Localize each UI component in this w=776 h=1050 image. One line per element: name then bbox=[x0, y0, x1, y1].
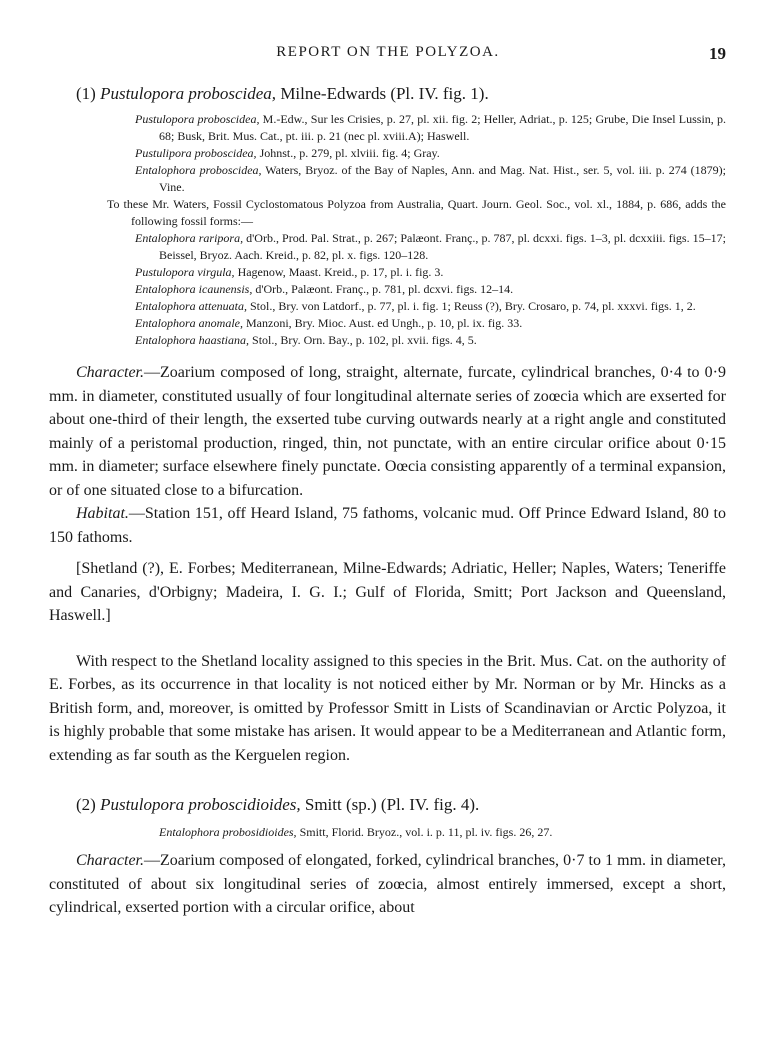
synonym-reference: Johnst., p. 279, pl. xlviii. fig. 4; Gray. bbox=[256, 146, 440, 160]
species-2-heading bbox=[76, 795, 726, 815]
character-text: —Zoarium composed of elongated, forked, cylindrical branches, 0·7 to 1 mm. in diameter, constituted of about six longitudinal series of zoœcia, almost entirely immersed, except a short, cylindrical, exserted portion with a circular orifice, about bbox=[49, 852, 726, 916]
page-number: 19 bbox=[709, 44, 726, 63]
synonym-taxon: Pustulopora proboscidea, bbox=[135, 112, 260, 126]
habitat-label: Habitat. bbox=[76, 505, 129, 522]
species-1-heading bbox=[76, 84, 726, 104]
fossil-reference: Stol., Bry. Orn. Bay., p. 102, pl. xvii. figs. 4, 5. bbox=[249, 333, 477, 347]
synonym-entry bbox=[49, 162, 726, 196]
synonym-taxon: Pustulipora proboscidea, bbox=[135, 146, 257, 160]
character-label: Character. bbox=[76, 364, 144, 381]
fossil-taxon: Entalophora attenuata, bbox=[135, 299, 247, 313]
synonym-entry bbox=[49, 111, 726, 145]
fossil-reference: Hagenow, Maast. Kreid., p. 17, pl. i. fig. 3. bbox=[234, 265, 444, 279]
synonym-entry bbox=[49, 145, 726, 162]
fossil-form-entry bbox=[49, 281, 726, 298]
fossil-reference: Stol., Bry. von Latdorf., p. 77, pl. i. fig. 1; Reuss (?), Bry. Crosaro, p. 74, pl. xxxvi. figs. 1, 2. bbox=[247, 299, 696, 313]
species-1-number: (1) bbox=[76, 84, 96, 103]
character-label: Character. bbox=[76, 852, 144, 869]
running-title: REPORT ON THE POLYZOA. bbox=[276, 44, 500, 60]
species-1-discussion: With respect to the Shetland locality assigned to this species in the Brit. Mus. Cat. on the authority of E. Forbes, as its occurrence in that locality is not noticed either by Mr. Norman or by Mr. Hincks as a British form, and, moreover, is omitted by Professor Smitt in Lists of Scandinavian or Arctic Polyzoa, it is highly probable that some mistake has arisen. It would appear to be a Mediterranean and Atlantic form, extending as far south as the Kerguelen region. bbox=[49, 652, 726, 764]
species-2-heading-rest: Smitt (sp.) (Pl. IV. fig. 4). bbox=[300, 795, 480, 814]
species-1-distribution: [Shetland (?), E. Forbes; Mediterranean, Milne-Edwards; Adriatic, Heller; Naples, Waters; Teneriffe and Canaries, d'Orbigny; Madeira, I. G. I.; Gulf of Florida, Smitt; Port Jackson and Queensland, Haswell.] bbox=[49, 560, 726, 624]
synonym-reference: Smitt, Florid. Bryoz., vol. i. p. 11, pl. iv. figs. 26, 27. bbox=[296, 825, 553, 839]
fossil-taxon: Pustulopora virgula, bbox=[135, 265, 235, 279]
fossil-form-entry bbox=[49, 230, 726, 264]
fossil-form-entry bbox=[49, 264, 726, 281]
species-2-synonym-entry bbox=[49, 824, 726, 841]
synonym-reference: M.-Edw., Sur les Crisies, p. 27, pl. xii. fig. 2; Heller, Adriat., p. 125; Grube, Die Insel Lussin, p. 68; Busk, Brit. Mus. Cat., pt. iii. p. 21 (nec pl. xviii.A); Haswell. bbox=[159, 112, 727, 143]
fossil-form-entry bbox=[49, 315, 726, 332]
species-1-synonymy bbox=[49, 111, 726, 349]
species-1-name: Pustulopora proboscidea, bbox=[100, 84, 277, 103]
species-1-character bbox=[49, 361, 726, 502]
fossil-taxon: Entalophora raripora, bbox=[135, 231, 244, 245]
species-2-character bbox=[49, 849, 726, 920]
synonym-taxon: Entalophora probosidioides, bbox=[159, 825, 297, 839]
habitat-text: —Station 151, off Heard Island, 75 fathoms, volcanic mud. Off Prince Edward Island, 80 to 150 fathoms. bbox=[49, 505, 726, 546]
fossil-reference: Manzoni, Bry. Mioc. Aust. ed Ungh., p. 10, pl. ix. fig. 33. bbox=[243, 316, 523, 330]
fossil-reference: d'Orb., Prod. Pal. Strat., p. 267; Palæont. Franç., p. 787, pl. dcxxi. figs. 1–3, pl. dcxxiii. figs. 15–17; Beissel, Bryoz. Aach. Kreid., p. 82, pl. x. figs. 120–128. bbox=[159, 231, 726, 262]
species-2-name: Pustulopora proboscidioides, bbox=[100, 795, 301, 814]
species-1-habitat bbox=[49, 502, 726, 549]
page-body bbox=[49, 84, 726, 920]
synonym-taxon: Entalophora proboscidea, bbox=[135, 163, 262, 177]
fossil-forms-note: To these Mr. Waters, Fossil Cyclostomatous Polyzoa from Australia, Quart. Journ. Geol. Soc., vol. xl., 1884, p. 686, adds the following fossil forms:— bbox=[107, 197, 726, 228]
fossil-form-entry bbox=[49, 332, 726, 349]
fossil-taxon: Entalophora haastiana, bbox=[135, 333, 250, 347]
fossil-form-entry bbox=[49, 298, 726, 315]
species-2-number: (2) bbox=[76, 795, 96, 814]
synonym-reference: Waters, Bryoz. of the Bay of Naples, Ann. and Mag. Nat. Hist., ser. 5, vol. iii. p. 274 (1879); Vine. bbox=[159, 163, 726, 194]
character-text: —Zoarium composed of long, straight, alternate, furcate, cylindrical branches, 0·4 to 0·9 mm. in diameter, constituted usually of four longitudinal alternate series of zoœcia which are exserted for about one-third of their length, the exserted tube curving outwards nearly at a right angle and constituted mainly of a peristomal production, ringed, thin, not punctate, with an entire circular orifice about 0·15 mm. in diameter; surface elsewhere finely punctate. Oœcia consisting apparently of a terminal expansion, or of one situated close to a bifurcation. bbox=[49, 364, 726, 499]
fossil-reference: d'Orb., Palæont. Franç., p. 781, pl. dcxvi. figs. 12–14. bbox=[252, 282, 514, 296]
fossil-taxon: Entalophora anomale, bbox=[135, 316, 243, 330]
species-1-heading-rest: Milne-Edwards (Pl. IV. fig. 1). bbox=[276, 84, 489, 103]
fossil-taxon: Entalophora icaunensis, bbox=[135, 282, 253, 296]
